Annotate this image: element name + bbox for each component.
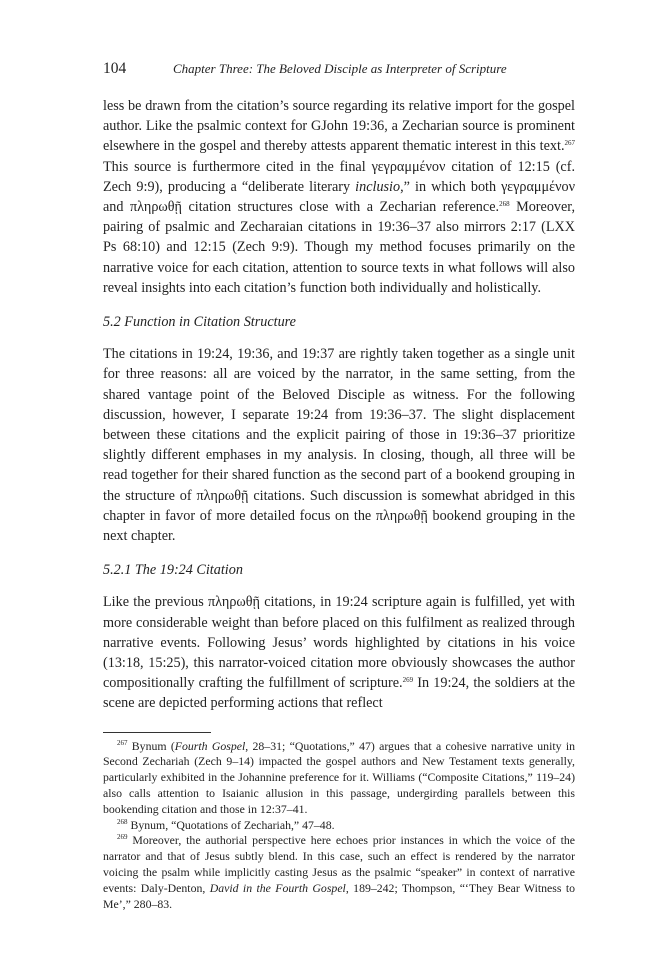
paragraph-3-text-b: In 19:24, the soldiers at the scene are depicted performing actions that reflect (103, 675, 575, 712)
paragraph-1 (103, 96, 575, 298)
footnote-267 (103, 739, 575, 818)
footnote-268 (103, 818, 575, 834)
footnote-number-269: 269 (117, 833, 128, 842)
footnote-divider (103, 732, 211, 733)
footnote-267-text-b: , 28–31; “Quotations,” 47) argues that a cohesive narrative unity in Second Zechariah (Zech 9–14) impacted the gospel authors and New Testament texts generally, particularly exhibited in the Johannine preference for it. Williams (“Composite Citations,” 119–24) also calls attention to Isaianic allusion in this passage, undergirding parallels between this bookending citation and those in 12:37–41. (103, 738, 575, 816)
footnotes (103, 739, 575, 913)
footnote-ref-269[interactable]: 269 (402, 676, 414, 685)
paragraph-1-text-d: Moreover, pairing of psalmic and Zecharaian citations in 19:36–37 also mirrors 2:17 (LXX Ps 68:10) and 12:15 (Zech 9:9). Though my method focuses primarily on the narrative voice for each citation, attention to source texts in what follows will also reveal insights into each citation’s function both individually and holistically. (103, 199, 576, 296)
footnote-269-italic: David in the Fourth Gospel (209, 880, 346, 895)
paragraph-1-text-c: ,” in which both γεγραμμένον and πληρωθῇ citation structures close with a Zecharian reference. (103, 178, 576, 216)
footnote-ref-267[interactable]: 267 (564, 139, 575, 148)
footnote-number-267: 267 (117, 738, 128, 747)
paragraph-1-text-b: This source is furthermore cited in the final γεγραμμένον citation of 12:15 (cf. Zech 9:9), producing a “deliberate literary (103, 158, 575, 195)
footnote-269-text-a: Moreover, the authorial perspective here echoes prior instances in which the voice of the narrator and that of Jesus subtly blend. In this case, such an effect is rendered by the narrator voicing the psalm while implicitly casting Jesus as the psalmic “speaker” in context of narrative events: Daly-Denton, (103, 833, 575, 895)
running-head (103, 60, 575, 82)
book-page (103, 60, 575, 912)
body-text (103, 96, 575, 714)
footnote-268-text: Bynum, “Quotations of Zechariah,” 47–48. (127, 817, 335, 832)
footnote-269 (103, 833, 575, 912)
footnote-269-text-b: , 189–242; Thompson, “‘They Bear Witness to Me’,” 280–83. (103, 880, 575, 911)
paragraph-1-italic-inclusio: inclusio (355, 178, 401, 195)
section-heading: 5.2 Function in Citation Structure (103, 314, 296, 331)
footnote-267-italic: Fourth Gospel (174, 738, 246, 753)
paragraph-3-text-a: Like the previous πληρωθῇ citations, in 19:24 scripture again is fulfilled, yet with more considerable weight than before placed on this fulfilment as realized through narrative events. Following Jesus’ words highlighted by citations in his voice (13:18, 15:25), this narrator-voiced citation more obviously showcases the author compositionally crafting the fulfillment of scripture. (103, 594, 575, 692)
footnote-267-text-a: Bynum ( (127, 738, 175, 753)
footnote-number-268: 268 (117, 817, 128, 826)
paragraph-1-text-a: less be drawn from the citation’s source regarding its relative import for the gospel author. Like the psalmic context for GJohn 19:36, a Zecharian source is prominent elsewhere in the gospel and thereby attests apparent thematic interest in this text. (103, 98, 575, 155)
subsection-heading: 5.2.1 The 19:24 Citation (103, 562, 243, 579)
paragraph-3 (103, 592, 575, 713)
page-number: 104 (103, 60, 127, 77)
paragraph-2: The citations in 19:24, 19:36, and 19:37 are rightly taken together as a single unit for three reasons: all are voiced by the narrator, in the same setting, from the shared vantage point of the Beloved Disciple as witness. For the following discussion, however, I separate 19:24 from 19:36–37. The slight displacement between these citations and the explicit pairing of those in 19:36–37 prioritize slightly different emphases in my analysis. In closing, though, all three will be read together for their shared function as the second part of a bookend grouping in the structure of πληρωθῇ citations. Such discussion is somewhat abridged in this chapter in favor of more detailed focus on the πληρωθῇ bookend grouping in the next chapter. (103, 346, 575, 545)
footnote-ref-268[interactable]: 268 (499, 200, 510, 209)
chapter-title: Chapter Three: The Beloved Disciple as Interpreter of Scripture (173, 61, 507, 76)
